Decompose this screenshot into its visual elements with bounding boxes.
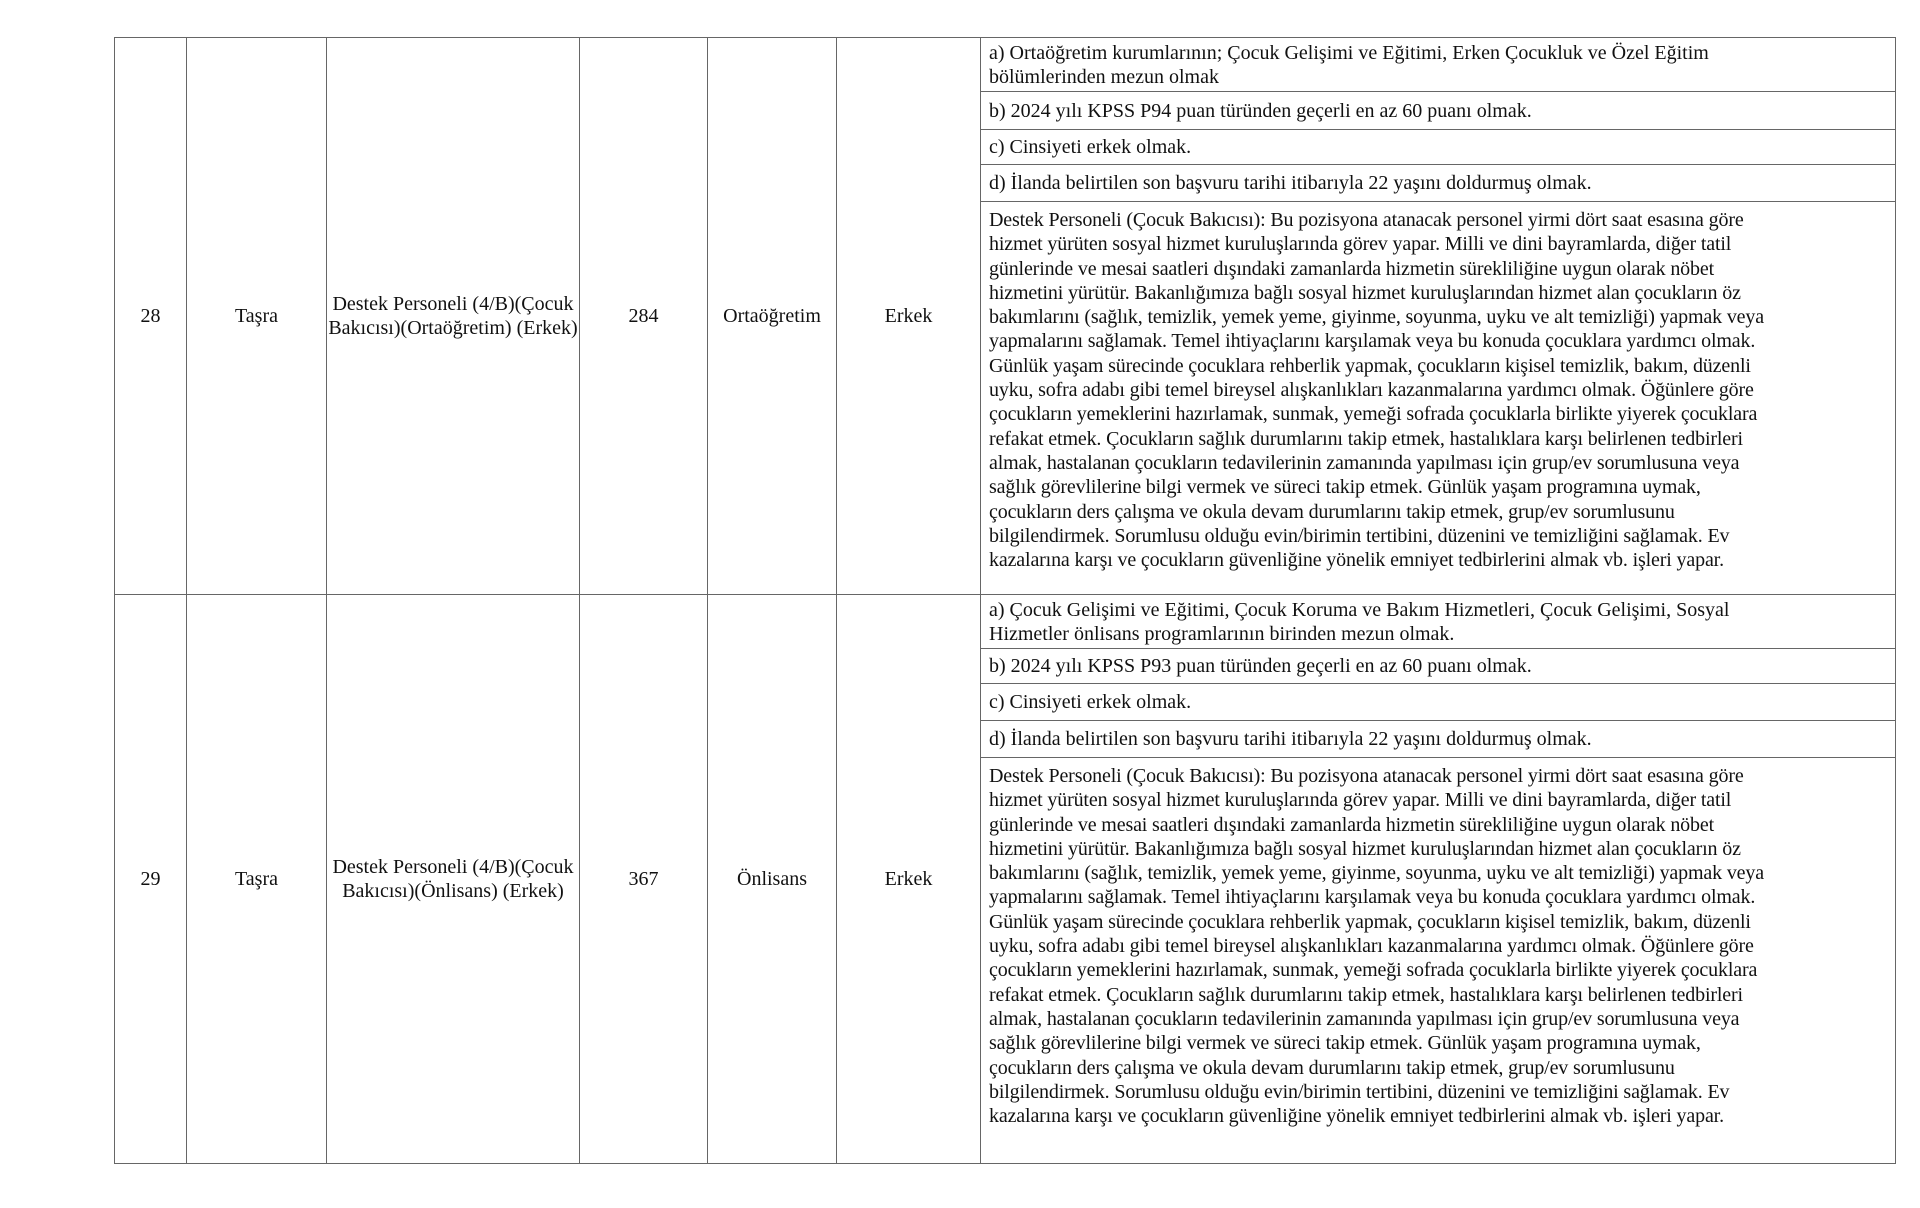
description-line: çocukların ders çalışma ve okula devam durumlarını takip etmek, grup/ev sorumlusunu	[989, 500, 1675, 523]
quota: 284	[628, 305, 659, 327]
requirement-line: b) 2024 yılı KPSS P93 puan türünden geçerli en az 60 puanı olmak.	[989, 655, 1532, 677]
requirement-text	[989, 654, 1532, 678]
quota-cell	[579, 594, 708, 1164]
description-line: sağlık görevlilerine bilgi vermek ve süreci takip etmek. Günlük yaşam programına uymak,	[989, 1032, 1701, 1055]
position-title	[327, 292, 579, 340]
requirement-text	[989, 99, 1532, 123]
description-line: hizmet yürüten sosyal hizmet kuruluşlarında görev yapar. Milli ve dini bayramlarda, diğer tatil	[989, 789, 1732, 812]
requirement-cell	[980, 37, 1896, 92]
position-title-cell	[326, 594, 580, 1164]
position-title-line: (Önlisans) (Erkek)	[414, 880, 564, 902]
job-description-cell	[980, 757, 1896, 1164]
education-level: Ortaöğretim	[723, 305, 821, 327]
job-description	[989, 208, 1764, 572]
description-line: çocukların ders çalışma ve okula devam durumlarını takip etmek, grup/ev sorumlusunu	[989, 1056, 1675, 1079]
position-title	[327, 855, 579, 903]
description-line: yapmalarını sağlamak. Temel ihtiyaçlarını karşılamak veya bu konuda çocuklara yardımcı olmak.	[989, 886, 1756, 909]
requirement-text	[989, 598, 1729, 646]
gender-cell	[836, 37, 981, 595]
description-line: bakımlarını (sağlık, temizlik, yemek yeme, giyinme, soyunma, uyku ve alt temizliği) yapmak veya	[989, 306, 1764, 329]
description-line: bilgilendirmek. Sorumlusu olduğu evin/birimin tertibini, düzenini ve temizliğini sağlamak. Ev	[989, 524, 1730, 547]
description-line: günlerinde ve mesai saatleri dışındaki zamanlarda hizmetin sürekliliğine uygun olarak nöbet	[989, 813, 1715, 836]
requirement-line: bölümlerinden mezun olmak	[989, 65, 1219, 88]
location-cell	[186, 37, 327, 595]
description-line: yapmalarını sağlamak. Temel ihtiyaçlarını karşılamak veya bu konuda çocuklara yardımcı olmak.	[989, 330, 1756, 353]
location: Taşra	[234, 868, 279, 890]
requirement-cell	[980, 648, 1896, 684]
position-title-line: (Ortaöğretim) (Erkek)	[400, 317, 578, 339]
requirement-cell	[980, 129, 1896, 165]
gender: Erkek	[884, 305, 933, 327]
requirement-cell	[980, 683, 1896, 721]
gender-cell	[836, 594, 981, 1164]
description-line: bilgilendirmek. Sorumlusu olduğu evin/birimin tertibini, düzenini ve temizliğini sağlamak. Ev	[989, 1080, 1730, 1103]
requirement-cell	[980, 91, 1896, 130]
job-description	[989, 764, 1764, 1128]
requirement-line: b) 2024 yılı KPSS P94 puan türünden geçerli en az 60 puanı olmak.	[989, 99, 1532, 122]
description-line: günlerinde ve mesai saatleri dışındaki zamanlarda hizmetin sürekliliğine uygun olarak nöbet	[989, 257, 1715, 280]
row-number-cell	[114, 594, 187, 1164]
description-line: kazalarına karşı ve çocukların güvenliğine yönelik emniyet tedbirlerini almak vb. işleri yapar.	[989, 549, 1724, 572]
description-line: bakımlarını (sağlık, temizlik, yemek yeme, giyinme, soyunma, uyku ve alt temizliği) yapmak veya	[989, 862, 1764, 885]
description-line: çocukların yemeklerini hazırlamak, sunmak, yemeği sofrada çocuklarla birlikte yiyerek çocuklara	[989, 403, 1758, 426]
requirement-text	[989, 171, 1592, 195]
education-level-cell	[707, 37, 837, 595]
description-line: hizmetini yürütür. Bakanlığımıza bağlı sosyal hizmet kuruluşlarından hizmet alan çocukların öz	[989, 281, 1741, 304]
requirement-text	[989, 690, 1191, 714]
location-cell	[186, 594, 327, 1164]
position-title-line: (Çocuk Bakıcısı)	[342, 856, 574, 902]
requirement-cell	[980, 720, 1896, 758]
location: Taşra	[234, 305, 279, 327]
requirement-line: a) Ortaöğretim kurumlarının; Çocuk Gelişimi ve Eğitimi, Erken Çocukluk ve Özel Eğitim	[989, 41, 1709, 64]
requirement-line: Hizmetler önlisans programlarının birinden mezun olmak.	[989, 622, 1455, 645]
position-title-line: Destek Personeli (4/B)	[332, 856, 515, 878]
row-number: 28	[140, 305, 161, 327]
description-line: kazalarına karşı ve çocukların güvenliğine yönelik emniyet tedbirlerini almak vb. işleri yapar.	[989, 1105, 1724, 1128]
requirement-line: a) Çocuk Gelişimi ve Eğitimi, Çocuk Koruma ve Bakım Hizmetleri, Çocuk Gelişimi, Sosyal	[989, 598, 1730, 621]
education-level-cell	[707, 594, 837, 1164]
quota: 367	[628, 868, 659, 890]
requirement-text	[989, 727, 1592, 751]
description-line: almak, hastalanan çocukların tedavilerinin zamanında yapılması için grup/ev sorumlusuna veya	[989, 1007, 1740, 1030]
description-line: uyku, sofra adabı gibi temel bireysel alışkanlıkları kazanmalarına yardımcı olmak. Öğünlere göre	[989, 379, 1754, 402]
description-line: refakat etmek. Çocukların sağlık durumlarını takip etmek, hastalıklara karşı belirlenen tedbirleri	[989, 427, 1743, 450]
requirement-cell	[980, 594, 1896, 649]
gender: Erkek	[884, 868, 933, 890]
description-line: hizmetini yürütür. Bakanlığımıza bağlı sosyal hizmet kuruluşlarından hizmet alan çocukların öz	[989, 837, 1741, 860]
row-number: 29	[140, 868, 161, 890]
description-line: Destek Personeli (Çocuk Bakıcısı): Bu pozisyona atanacak personel yirmi dört saat esasına göre	[989, 209, 1744, 231]
row-number-cell	[114, 37, 187, 595]
description-line: hizmet yürüten sosyal hizmet kuruluşlarında görev yapar. Milli ve dini bayramlarda, diğer tatil	[989, 233, 1732, 256]
description-line: Günlük yaşam sürecinde çocuklara rehberlik yapmak, çocukların kişisel temizlik, bakım, düzenli	[989, 910, 1751, 933]
description-line: sağlık görevlilerine bilgi vermek ve süreci takip etmek. Günlük yaşam programına uymak,	[989, 476, 1701, 499]
requirement-line: d) İlanda belirtilen son başvuru tarihi itibarıyla 22 yaşını doldurmuş olmak.	[989, 728, 1592, 750]
requirement-line: c) Cinsiyeti erkek olmak.	[989, 691, 1192, 713]
description-line: Günlük yaşam sürecinde çocuklara rehberlik yapmak, çocukların kişisel temizlik, bakım, düzenli	[989, 354, 1751, 377]
quota-cell	[579, 37, 708, 595]
description-line: almak, hastalanan çocukların tedavilerinin zamanında yapılması için grup/ev sorumlusuna veya	[989, 451, 1740, 474]
education-level: Önlisans	[737, 868, 807, 890]
job-description-cell	[980, 201, 1896, 595]
position-title-line: Destek Personeli (4/B)	[332, 293, 515, 315]
requirement-line: d) İlanda belirtilen son başvuru tarihi itibarıyla 22 yaşını doldurmuş olmak.	[989, 172, 1592, 194]
description-line: Destek Personeli (Çocuk Bakıcısı): Bu pozisyona atanacak personel yirmi dört saat esasına göre	[989, 765, 1744, 787]
description-line: refakat etmek. Çocukların sağlık durumlarını takip etmek, hastalıklara karşı belirlenen tedbirleri	[989, 983, 1743, 1006]
requirement-text	[989, 135, 1191, 159]
description-line: uyku, sofra adabı gibi temel bireysel alışkanlıkları kazanmalarına yardımcı olmak. Öğünlere göre	[989, 935, 1754, 958]
position-title-line: (Çocuk Bakıcısı)	[328, 293, 574, 339]
description-line: çocukların yemeklerini hazırlamak, sunmak, yemeği sofrada çocuklarla birlikte yiyerek çocuklara	[989, 959, 1758, 982]
requirement-cell	[980, 164, 1896, 202]
requirement-line: c) Cinsiyeti erkek olmak.	[989, 136, 1192, 158]
position-title-cell	[326, 37, 580, 595]
requirement-text	[989, 41, 1709, 89]
